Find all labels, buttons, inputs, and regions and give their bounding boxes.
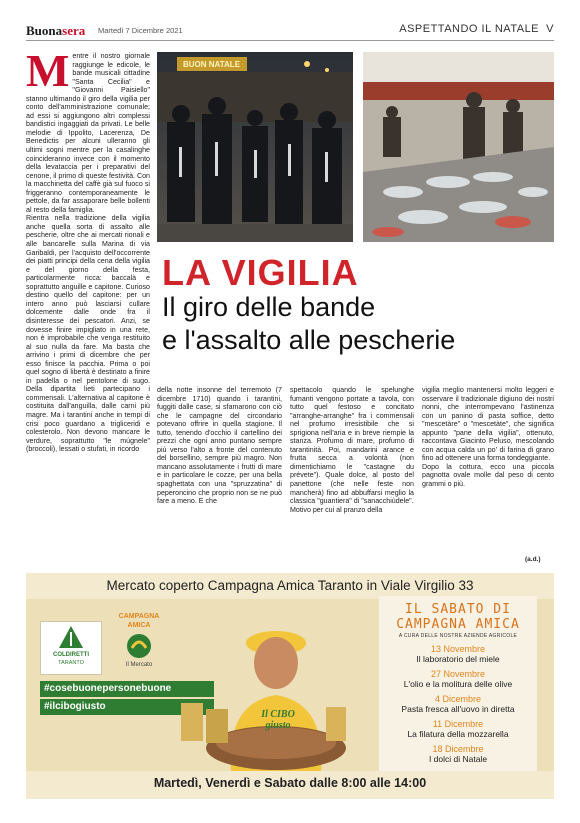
event-name: La filatura della mozzarella: [407, 729, 509, 739]
apron-text: Il CIBO giusto: [261, 709, 295, 731]
headline-line-2: e l'assalto alle pescherie: [162, 325, 456, 355]
event-item: [379, 644, 537, 664]
event-item: [379, 694, 537, 714]
article-column-1: [26, 45, 150, 548]
coldiretti-logo: [40, 621, 102, 675]
headline-line-1: Il giro delle bande: [162, 292, 376, 322]
event-name: Il laboratorio del miele: [416, 654, 500, 664]
event-date: 18 Dicembre: [432, 744, 484, 754]
events-title-2: CAMPAGNA AMICA: [396, 617, 520, 632]
event-date: 11 Dicembre: [432, 719, 484, 729]
photo-fish-market: [363, 52, 554, 242]
section-title: [399, 23, 554, 35]
vendor-photo: [176, 603, 376, 771]
ad-title: Mercato coperto Campagna Amica Taranto in Viale Virgilio 33: [106, 578, 474, 593]
events-panel: [379, 596, 537, 771]
drop-cap: M: [26, 45, 70, 96]
article-column-4: vigilia meglio mantenersi molto leggeri e osservare il tradizionale digiuno dei nostri nonni, che interrompevano l'astinenza con un panino di pasta soffice, detto "mescetàre" o "mescetàte", che significa appunto "pane della vigilia", ottenuto, raccontava Giacinto Peluso, mescolando con acqua calda un po' di farina di grano fino ad ottenere una forma tondeggiante. Dopo la cottura, ecco una piccola pagnotta ovale molle dal peso di cento grammi o più.: [422, 386, 554, 489]
ad-footer-bar: [26, 771, 554, 799]
photo-band-parade: [157, 52, 353, 242]
event-date: 13 Novembre: [430, 644, 486, 654]
masthead-logo: [26, 23, 85, 39]
opening-hours: Martedì, Venerdì e Sabato dalle 8:00 alle 14:00: [153, 776, 427, 790]
event-date: 27 Novembre: [430, 669, 486, 679]
event-name: I dolci di Natale: [428, 754, 488, 764]
hashtag-1: #cosebuonepersonebuone: [40, 681, 214, 697]
article-column-2: della notte insonne del terremoto (7 dicembre 1710) quando i tarantini, fuggiti dalle case, si sfamarono con ciò che le campagne del circondario potevano offrire in quella stagione. Il tutto, tenendo d'occhio il cartellino dei prezzi che ogni anno puntano sempre più verso l'alto a fronte del contenuto del borsellino, sempre più magro. Non mancano assolutamente i frutti di mare e in particolare le cozze, per una bella spaghettata con una "spruzzatina" di peperoncino che proprio non se ne può fare a meno. E che: [157, 386, 282, 506]
coldiretti-emblem-icon: [41, 622, 101, 652]
event-name: Pasta fresca all'uovo in diretta: [401, 704, 515, 714]
event-name: L'olio e la molitura delle olive: [403, 679, 513, 689]
article-column-3: spettacolo quando le spelunghe fumanti vengono portate a tavola, con tutto quel festoso e concitato "arranghe-arranghe" fra i commensali nel profumo irresistibile che si sprigiona nell'aria e in breve riempie la stanza. Profumo di mare, profumo di tarantinità. Poi, mandarini arance e frutta secca a volontà (non dimentichiamo le "castagne du prévete"). Quale dolce, al posto del panettone (che nelle feste non mancherà) fino ad abbuffarsi meglio la classica "guantiera" di "sanacchiùdele". Motivo per cui al pranzo della: [290, 386, 414, 514]
section-name: ASPETTANDO IL NATALE: [399, 23, 540, 35]
coldiretti-logo-text: COLDIRETTI: [53, 652, 89, 658]
author-signature: (a.d.): [525, 556, 541, 563]
page-header: [26, 22, 554, 41]
event-item: [379, 719, 537, 739]
page-number: V: [546, 23, 554, 35]
events-subtitle: A CURA DELLE NOSTRE AZIENDE AGRICOLE: [398, 633, 518, 639]
article-text-1b: Rientra nella tradizione della vigilia anche quella sorta di assalto alle pescherie, oltre che ai mercati rionali e alle bancarelle sulla Marina di via Garibaldi, per l'acquisto dell'occorrente dei piatti principi della cena della vigilia e del giorno della festa, particolarmente ricca: baccalà e soprattutto anguille e capitone. Curioso destino quello del capitone: per un intero anno può lasciarsi cullare dolcemente dalle onde fra il disinteresse dei pescatori. Anzi, se dovesse finire impigliato in una rete, non è improbabile che venga restituito al suo nulla da fare. Ma basta che arrivino i primi di dicembre che per esso finisce la pacchia. Prima o poi quel sogno di libertà è destinato a finire in padella o nel pentolone di sugo. Della dipartita lieti partecipano i commensali. L'alternativa al capitone è costituita dall'anguilla, dalle carni più magre. Ma i tarantini anche in tempi di crisi poco guardano a trigliceridi e colesterolo. Non devono mancare le verdure, soprattutto "le múgnele" (broccoli), lessati o stufati, in ricordo: [26, 214, 150, 454]
coldiretti-logo-city: TARANTO: [58, 660, 84, 666]
logo-part-a: Buona: [26, 23, 63, 38]
event-item: [379, 744, 537, 764]
campagna-amica-text-b: AMICA: [127, 622, 151, 629]
hashtag-2: #ilcibogiusto: [40, 699, 214, 715]
events-title-1: IL SABATO DI: [405, 602, 511, 617]
campagna-amica-logo: [108, 613, 170, 673]
event-date: 4 Dicembre: [434, 694, 481, 704]
campagna-amica-subtitle: Il Mercato: [125, 662, 153, 668]
article-text-1: entre il nostro giornale raggiunge le edicole, le bande musicali cittadine "Santa Cecilia" e "Giovanni Paisiello" stanno ultimando il giro della vigilia per conto dell'amministrazione comunale; ad essi si aggiungono altri complessi bandistici ingaggiati da privati. Le belle melodie di Ippolito, Lacerenza, De Benedictis per alcuni ulleranno gli ultimi sogni mentre per la casalinghe coincideranno invece con il momento della levataccia per i preparativi del cenone, il primo di queste festività. Con la macchinetta del caffè già sul fuoco si friggeranno contemporaneamente le pettole, da far assaporare belle bollenti al resto della famiglia.: [26, 52, 150, 214]
event-item: [379, 669, 537, 689]
logo-part-b: sera: [62, 23, 86, 38]
photo-sign-text: BUON NATALE: [183, 60, 241, 69]
issue-date: Martedì 7 Dicembre 2021: [98, 26, 183, 35]
campagna-amica-text-a: CAMPAGNA: [118, 613, 160, 620]
campagna-amica-emblem-icon: [124, 632, 154, 660]
advertisement: [26, 573, 554, 799]
headline-kicker: LA VIGILIA: [162, 252, 359, 293]
